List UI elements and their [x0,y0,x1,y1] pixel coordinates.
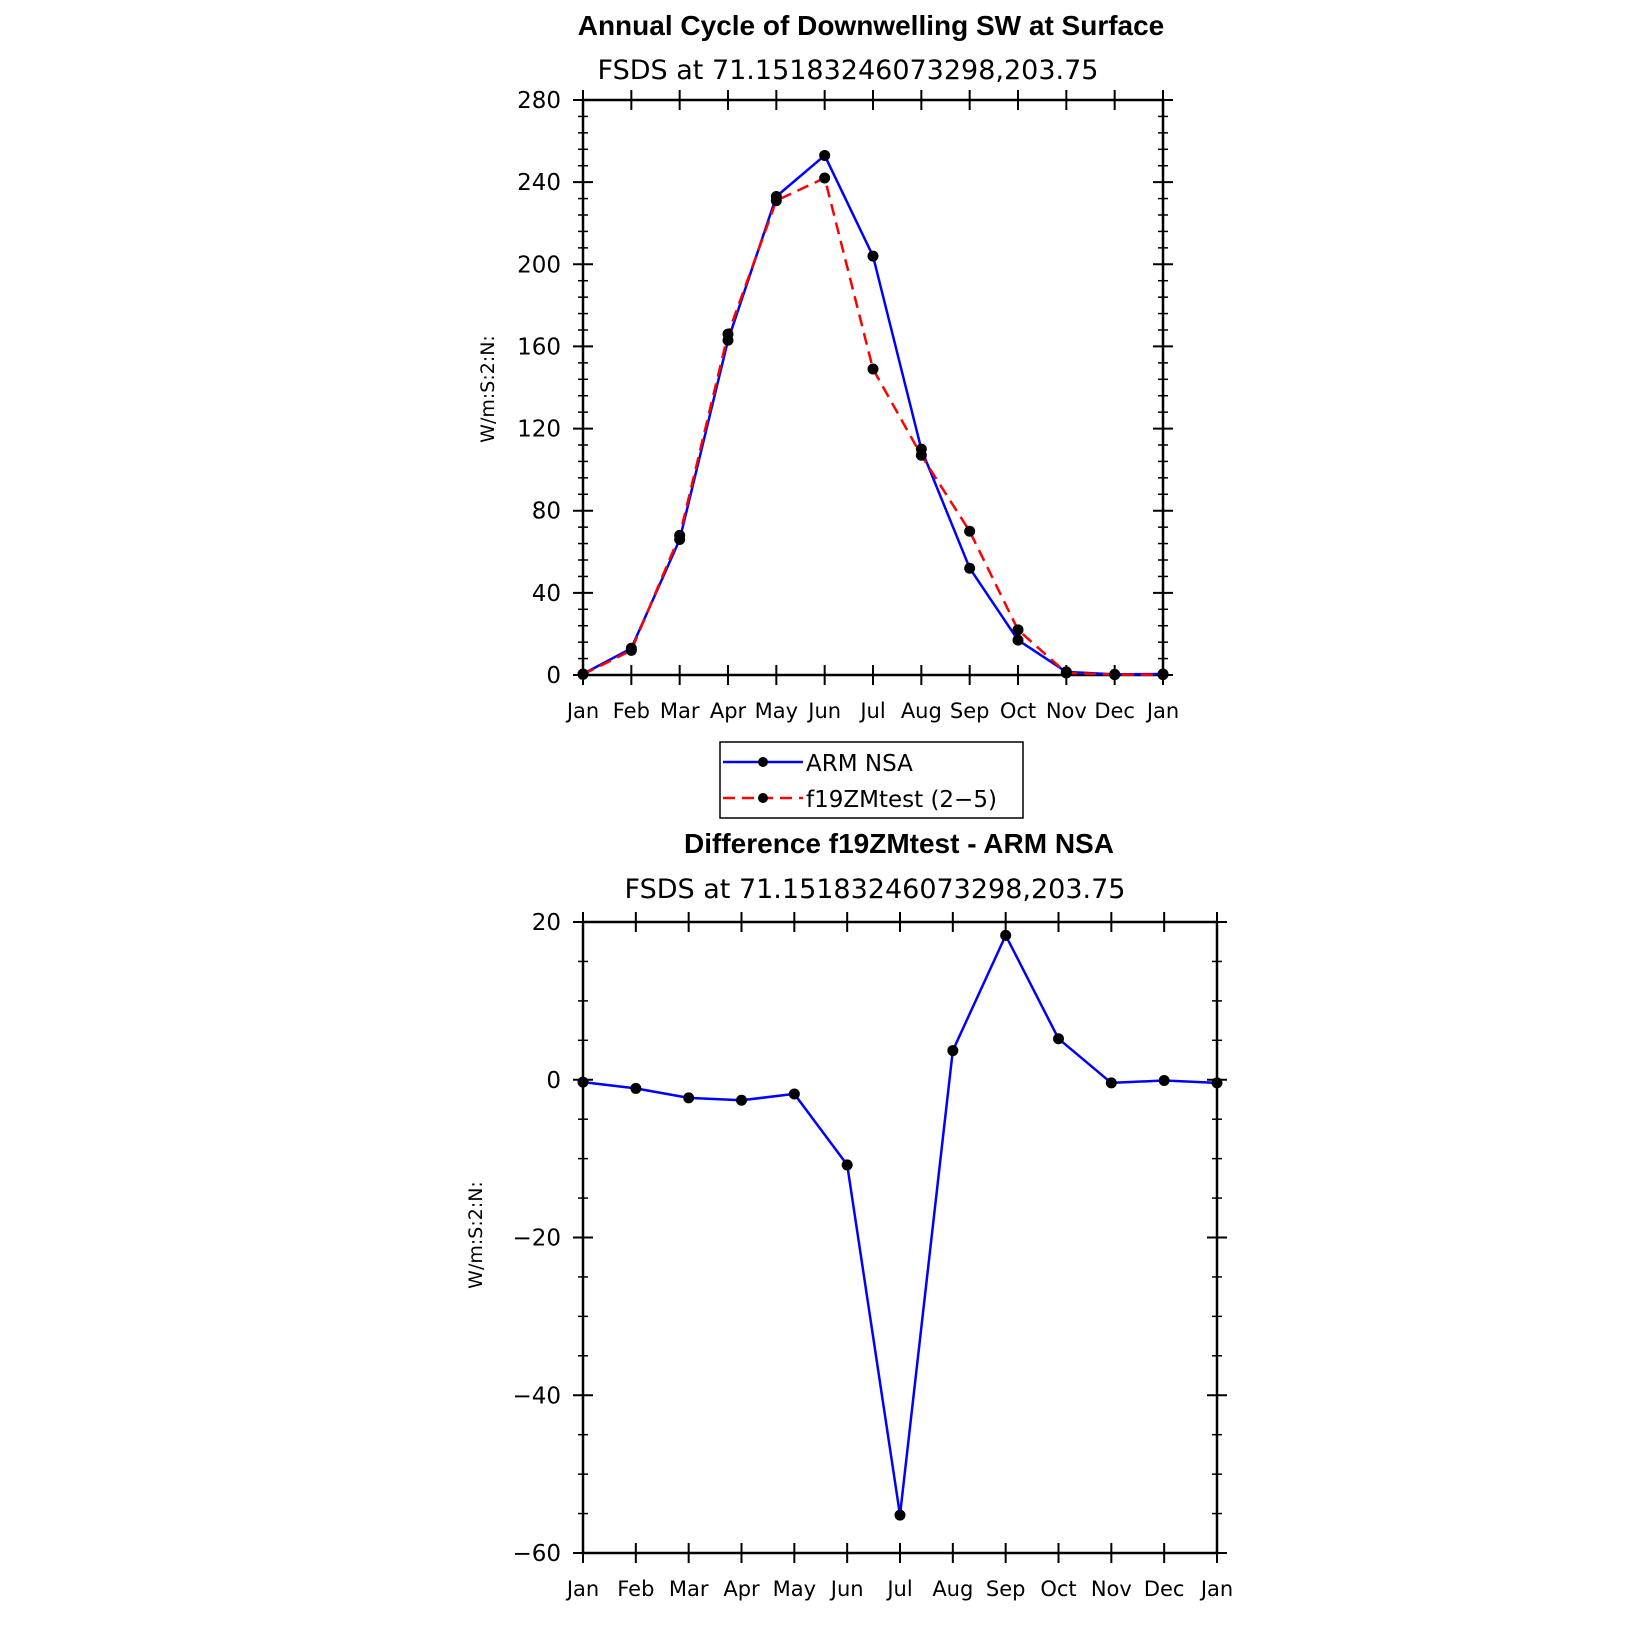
data-point [819,173,830,184]
series-layer [578,150,1169,680]
x-tick-label: Nov [1090,1577,1132,1601]
x-tick-label: Dec [1094,699,1135,723]
chart-subtitle: FSDS at 71.15183246073298,203.75 [597,55,1099,86]
x-tick-label: Aug [900,699,942,723]
x-tick-labels [565,699,1179,723]
x-tick-label: May [754,699,799,723]
legend-marker-arm [758,757,768,767]
legend-marker-model [758,793,768,803]
data-point [683,1092,694,1103]
data-point [819,150,830,161]
x-tick-label: Apr [709,699,747,723]
y-tick-label: 200 [517,252,561,279]
series-layer [578,930,1223,1521]
y-tick-label: 80 [531,498,561,525]
plot-frame [583,100,1163,675]
x-tick-label: Mar [668,1577,709,1601]
chart-title: Difference f19ZMtest - ARM NSA [684,828,1114,859]
y-axis-label: W/m:S:2:N: [477,335,499,443]
x-tick-label: Oct [1040,1577,1077,1601]
chart-subtitle: FSDS at 71.15183246073298,203.75 [624,874,1126,905]
data-point [736,1095,747,1106]
data-point [1212,1077,1223,1088]
y-tick-label: −60 [512,1541,561,1567]
x-tick-label: Dec [1143,1577,1185,1601]
x-tick-label: Aug [932,1577,974,1601]
legend-label-model: f19ZMtest (2−5) [806,787,997,813]
tick-marks [573,912,1227,1563]
data-point [842,1159,853,1170]
x-tick-label: Jul [887,1577,913,1601]
data-point [1000,930,1011,941]
x-tick-labels [565,1577,1233,1601]
y-tick-label: 0 [546,1067,561,1094]
y-tick-label: 40 [531,580,561,607]
y-tick-label: 120 [517,416,561,443]
data-point [1159,1075,1170,1086]
y-tick-labels [512,910,561,1567]
x-tick-label: Jan [566,699,600,723]
data-point [947,1045,958,1056]
data-point [1053,1033,1064,1044]
series-line-0 [583,155,1163,674]
plot-frame [583,922,1217,1553]
y-tick-label: 240 [517,170,561,197]
x-tick-label: Apr [723,1577,760,1601]
data-point [578,1077,589,1088]
y-tick-label: 160 [517,334,561,361]
y-tick-label: −40 [512,1383,561,1410]
x-tick-label: Feb [612,699,650,723]
x-tick-label: Jul [860,699,886,723]
x-tick-label: Sep [949,699,990,723]
y-tick-label: −20 [512,1225,561,1252]
data-point [964,563,975,574]
y-tick-labels [517,88,561,689]
x-tick-label: Jan [566,1577,600,1601]
data-point [868,251,879,262]
data-point [868,364,879,375]
data-point [1109,669,1120,680]
data-point [723,329,734,340]
x-tick-label: Jun [808,699,842,723]
data-point [674,530,685,541]
annual-cycle-panel [477,10,1179,723]
x-tick-label: Jan [1146,699,1180,723]
y-tick-label: 0 [546,663,561,689]
legend-label-arm: ARM NSA [806,751,913,777]
data-point [916,450,927,461]
x-tick-label: Jun [830,1577,864,1601]
difference-panel [465,828,1233,1601]
x-tick-label: Mar [659,699,700,723]
y-tick-label: 20 [531,910,561,936]
x-tick-label: Feb [617,1577,655,1601]
data-point [789,1088,800,1099]
tick-marks [573,90,1173,685]
data-point [771,195,782,206]
data-point [1106,1077,1117,1088]
data-point [1013,635,1024,646]
series-line-0 [583,935,1217,1515]
legend [720,742,1023,818]
chart-title: Annual Cycle of Downwelling SW at Surface [577,10,1165,41]
y-axis-label: W/m:S:2:N: [465,1181,487,1289]
data-point [1158,669,1169,680]
data-point [626,645,637,656]
x-tick-label: Oct [999,699,1037,723]
data-point [964,526,975,537]
data-point [630,1083,641,1094]
data-point [895,1510,906,1521]
data-point [1061,667,1072,678]
x-tick-label: Sep [985,1577,1026,1601]
x-tick-label: May [772,1577,817,1601]
data-point [578,669,589,680]
y-tick-label: 280 [517,88,561,114]
x-tick-label: Jan [1200,1577,1234,1601]
x-tick-label: Nov [1045,699,1087,723]
data-point [1013,624,1024,635]
